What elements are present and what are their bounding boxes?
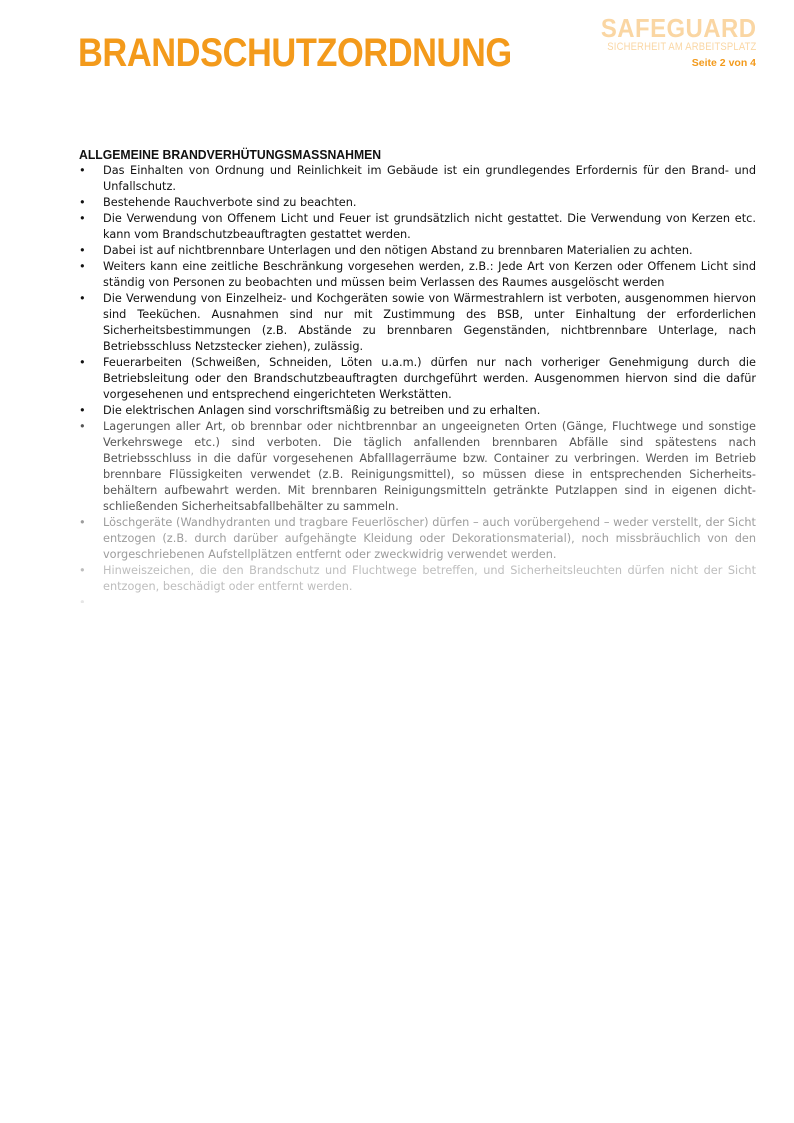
bullet-icon: • xyxy=(79,260,86,273)
list-item xyxy=(79,291,756,355)
list-item-text: Weiters kann eine zeitliche Beschränkung vorgesehen werden, z.B.: Jede Art von Kerzen oder Offenem Licht sind ständig von Personen zu beobachten und müssen beim Verlassen des Raumes ausgelöscht werden xyxy=(103,260,756,289)
document-body xyxy=(79,147,756,603)
bullet-icon: • xyxy=(79,164,86,177)
bullet-icon: • xyxy=(79,356,86,369)
bullet-icon: • xyxy=(79,292,86,305)
list-item xyxy=(79,195,756,211)
list-item-text: Bestehende Rauchverbote sind zu beachten. xyxy=(103,196,357,209)
list-item xyxy=(79,419,756,515)
list-item xyxy=(79,403,756,419)
section-heading: ALLGEMEINE BRANDVERHÜTUNGSMASSNAHMEN xyxy=(79,147,382,162)
bullet-icon: • xyxy=(79,420,86,433)
list-item-text: Die elektrischen Anlagen sind vorschriftsmäßig zu betreiben und zu erhalten. xyxy=(103,404,541,417)
page-number: Seite 2 von 4 xyxy=(691,57,756,69)
page-title: BRANDSCHUTZORDNUNG xyxy=(78,31,512,75)
list-item-text: Dabei ist auf nichtbrennbare Unterlagen und den nötigen Abstand zu brennbaren Materialien zu achten. xyxy=(103,244,693,257)
logo-tagline: SICHERHEIT AM ARBEITSPLATZ xyxy=(606,41,756,53)
bullet-icon: • xyxy=(79,196,86,209)
bullet-icon: • xyxy=(79,244,86,257)
list-item xyxy=(79,515,756,563)
list-item xyxy=(79,259,756,291)
list-item xyxy=(79,595,756,603)
bullet-list xyxy=(79,163,756,603)
bullet-icon: • xyxy=(79,404,86,417)
company-logo xyxy=(583,14,757,53)
list-item-text: Löschgeräte (Wandhydranten und tragbare Feuerlöscher) dürfen – auch vorübergehend – weder verstellt, der Sicht entzogen (z.B. durch darüber aufgehängte Kleidung oder Dekorationsmaterial), noch missbräuchlich von den vorgeschriebenen Aufstellplätzen entfernt oder zweckwidrig verwendet werden. xyxy=(103,516,756,561)
bullet-icon: • xyxy=(79,596,86,603)
list-item-text: Die Verwendung von Offenem Licht und Feuer ist grundsätzlich nicht gestattet. Die Verwendung von Kerzen etc. kann vom Brandschutzbeauftragten gestattet werden. xyxy=(103,212,756,241)
list-item xyxy=(79,211,756,243)
list-item-text: Lagerungen aller Art, ob brennbar oder nichtbrennbar an ungeeigneten Orten (Gänge, Fluchtwege und sonstige Verkehrswege etc.) sind verboten. Die täglich anfallenden brennbaren Abfälle sind spätestens nach Betriebsschluss in die dafür vorgesehenen Abfalllagerräume bzw. Container zu verbringen. Werden im Betrieb brennbare Flüssigkeiten verwendet (z.B. Reinigungsmittel), so müssen diese in entsprechenden Sicherheits-behältern aufbewahrt werden. Mit brennbaren Reinigungsmitteln getränkte Putzlappen sind in eigenen dicht-schließenden Sicherheitsabfallbehälter zu sammeln. xyxy=(103,420,756,513)
list-item-text: Die Verwendung von Einzelheiz- und Kochgeräten sowie von Wärmestrahlern ist verboten, ausgenommen hiervon sind Teeküchen. Ausnahmen sind nur mit Zustimmung des BSB, unter Einhaltung der erforderlichen Sicherheitsbestimmungen (z.B. Abstände zu brennbaren Gegenständen, nichtbrennbare Unterlage, nach Betriebsschluss Netzstecker ziehen), zulässig. xyxy=(103,292,756,353)
list-item-text: Das Einhalten von Ordnung und Reinlichkeit im Gebäude ist ein grundlegendes Erfordernis für den Brand- und Unfallschutz. xyxy=(103,164,756,193)
bullet-icon: • xyxy=(79,564,86,577)
list-item-text: Feuerarbeiten (Schweißen, Schneiden, Löten u.a.m.) dürfen nur nach vorheriger Genehmigung durch die Betriebsleitung oder den Brandschutzbeauftragten durchgeführt werden. Ausgenommen hiervon sind die dafür vorgesehenen und entsprechend eingerichteten Werkstätten. xyxy=(103,356,756,401)
list-item-text: Hinweiszeichen, die den Brandschutz und Fluchtwege betreffen, und Sicherheitsleuchten dürfen nicht der Sicht entzogen, beschädigt oder entfernt werden. xyxy=(103,564,756,593)
bullet-icon: • xyxy=(79,516,86,529)
list-item xyxy=(79,355,756,403)
list-item xyxy=(79,163,756,195)
list-item xyxy=(79,563,756,595)
list-item xyxy=(79,243,756,259)
bullet-icon: • xyxy=(79,212,86,225)
logo-name: SAFEGUARD xyxy=(600,13,756,43)
